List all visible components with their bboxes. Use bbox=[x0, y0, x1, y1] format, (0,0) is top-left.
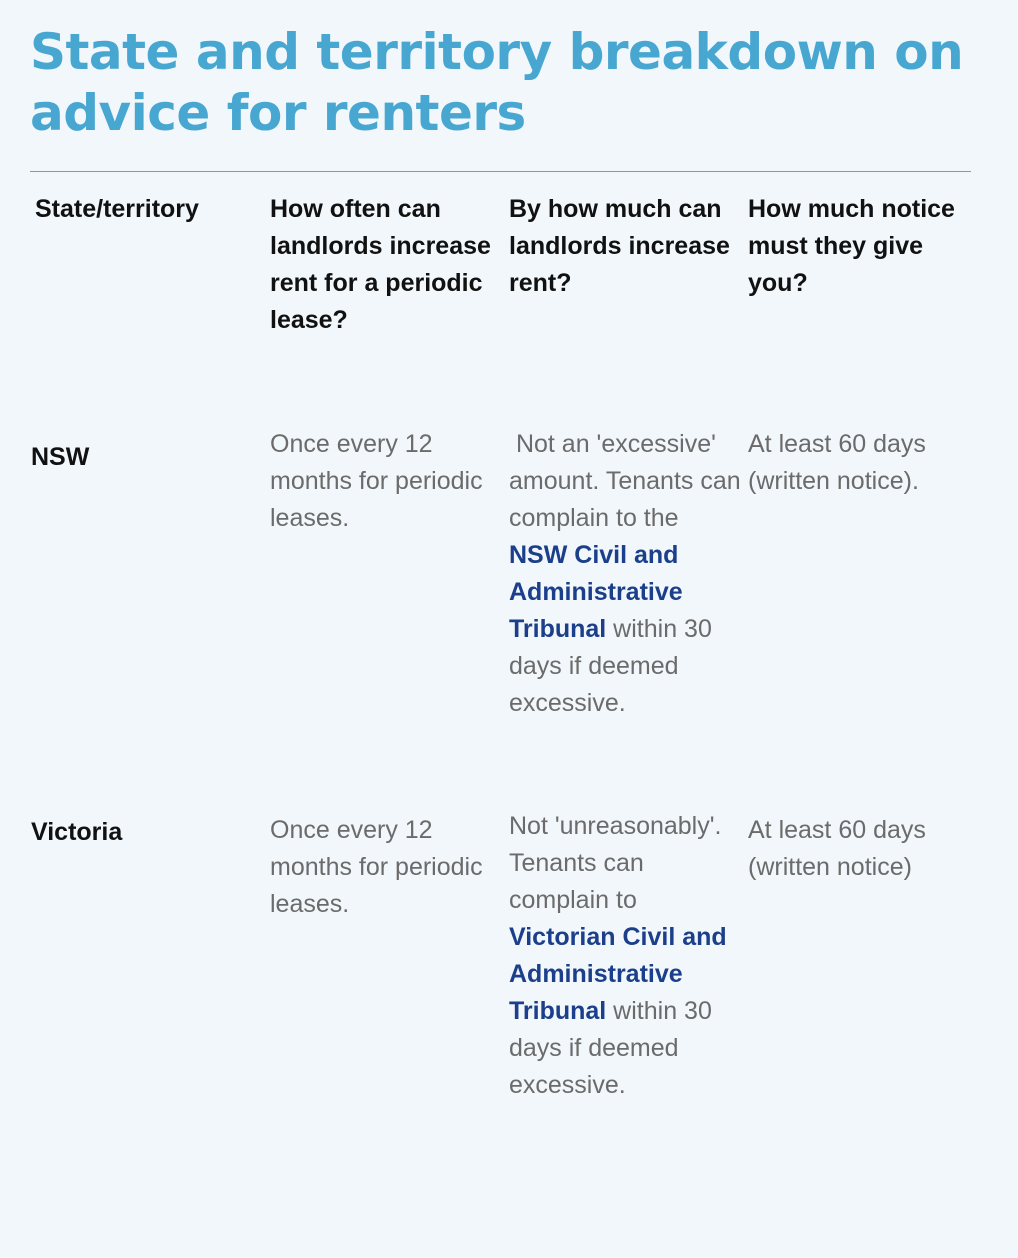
row-amount-text-end: within 30 days if deemed excessive. bbox=[509, 997, 712, 1099]
row-frequency: Once every 12 months for periodic leases. bbox=[270, 430, 483, 532]
column-header-state: State/territory bbox=[35, 195, 199, 223]
header-divider bbox=[30, 171, 971, 172]
column-header-notice: How much notice must they give you? bbox=[748, 195, 955, 297]
row-notice: At least 60 days (written notice). bbox=[748, 430, 926, 495]
page-title: State and territory breakdown on advice for renters bbox=[30, 23, 964, 142]
column-header-amount: By how much can landlords increase rent? bbox=[509, 195, 730, 297]
tribunal-link[interactable]: NSW Civil and Administrative Tribunal bbox=[509, 541, 690, 643]
row-state-name: NSW bbox=[31, 443, 90, 471]
row-state-name: Victoria bbox=[31, 818, 123, 846]
column-header-frequency: How often can landlords increase rent for a periodic lease? bbox=[270, 195, 491, 334]
row-frequency: Once every 12 months for periodic leases. bbox=[270, 816, 483, 918]
row-amount bbox=[509, 808, 734, 1104]
row-amount-text: Not an 'excessive' amount. Tenants can complain to the bbox=[509, 430, 748, 532]
row-notice: At least 60 days (written notice) bbox=[748, 816, 926, 881]
row-amount-text-end: within 30 days if deemed excessive. bbox=[509, 615, 719, 717]
tribunal-link[interactable]: Victorian Civil and Administrative Tribunal bbox=[509, 923, 727, 1025]
row-amount-text: Not 'unreasonably'. Tenants can complain to bbox=[509, 812, 722, 914]
row-amount bbox=[509, 426, 748, 722]
